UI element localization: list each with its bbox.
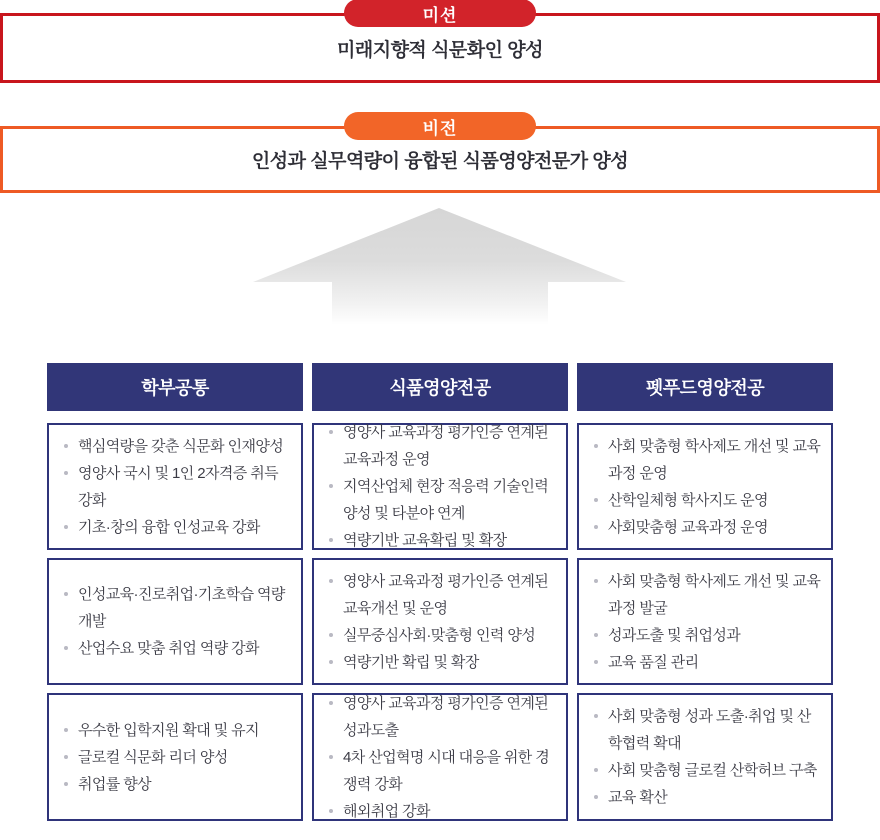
- goal-item: 산학일체형 학사지도 운영: [592, 487, 821, 514]
- column-header-food-nutrition: 식품영양전공: [312, 363, 568, 411]
- goal-item: 우수한 입학지원 확대 및 유지: [62, 717, 259, 744]
- goal-item: 사회 맞춤형 성과 도출·취업 및 산학협력 확대: [592, 703, 821, 757]
- goal-list: [49, 717, 269, 798]
- goal-item: 해외취업 강화: [327, 798, 556, 825]
- goal-box: [312, 693, 568, 821]
- goal-list: [314, 568, 566, 676]
- goal-item: 사회맞춤형 교육과정 운영: [592, 514, 821, 541]
- mission-section: [0, 5, 880, 83]
- goal-box: [312, 423, 568, 550]
- goal-item: 영양사 교육과정 평가인증 연계된 성과도출: [327, 690, 556, 744]
- goal-item: 산업수요 맞춤 취업 역량 강화: [62, 635, 291, 662]
- goal-list: [579, 568, 831, 676]
- goal-list: [579, 703, 831, 811]
- goal-list: [49, 433, 301, 541]
- goal-item: 영양사 교육과정 평가인증 연계된 교육과정 운영: [327, 419, 556, 473]
- column-food-nutrition: [312, 363, 568, 821]
- goal-box: [312, 558, 568, 685]
- goal-item: 사회 맞춤형 학사제도 개선 및 교육과정 발굴: [592, 568, 821, 622]
- goal-item: 기초·창의 융합 인성교육 강화: [62, 514, 291, 541]
- up-arrow-icon: [253, 208, 626, 325]
- goal-item: 지역산업체 현장 적응력 기술인력양성 및 타분야 연계: [327, 473, 556, 527]
- goal-list: [579, 433, 831, 541]
- goal-box: [47, 693, 303, 821]
- goal-list: [314, 690, 566, 825]
- goal-box: [577, 423, 833, 550]
- goal-item: 사회 맞춤형 학사제도 개선 및 교육과정 운영: [592, 433, 821, 487]
- goal-item: 성과도출 및 취업성과: [592, 622, 821, 649]
- vision-badge: 비전: [344, 112, 536, 140]
- mission-text: 미래지향적 식문화인 양성: [337, 39, 543, 61]
- strategy-columns: [47, 363, 833, 821]
- goal-box: [577, 693, 833, 821]
- goal-item: 인성교육·진로취업·기초학습 역량 개발: [62, 581, 291, 635]
- column-common: [47, 363, 303, 821]
- vision-section: [0, 118, 880, 193]
- goal-item: 교육 품질 관리: [592, 649, 821, 676]
- goal-item: 취업률 향상: [62, 771, 259, 798]
- goal-list: [49, 581, 301, 662]
- mission-badge: 미션: [344, 0, 536, 27]
- goal-list: [314, 419, 566, 554]
- goal-item: 역량기반 확립 및 확장: [327, 649, 556, 676]
- goal-item: 핵심역량을 갖춘 식문화 인재양성: [62, 433, 291, 460]
- goal-box: [47, 558, 303, 685]
- goal-item: 영양사 국시 및 1인 2자격증 취득 강화: [62, 460, 291, 514]
- goal-item: 사회 맞춤형 글로컬 산학허브 구축: [592, 757, 821, 784]
- goal-item: 교육 확산: [592, 784, 821, 811]
- column-header-common: 학부공통: [47, 363, 303, 411]
- goal-item: 4차 산업혁명 시대 대응을 위한 경쟁력 강화: [327, 744, 556, 798]
- goal-item: 영양사 교육과정 평가인증 연계된 교육개선 및 운영: [327, 568, 556, 622]
- goal-box: [47, 423, 303, 550]
- column-header-petfood-nutrition: 펫푸드영양전공: [577, 363, 833, 411]
- goal-item: 역량기반 교육확립 및 확장: [327, 527, 556, 554]
- goal-box: [577, 558, 833, 685]
- vision-text: 인성과 실무역량이 융합된 식품영양전문가 양성: [251, 151, 629, 172]
- column-petfood-nutrition: [577, 363, 833, 821]
- goal-item: 실무중심사회·맞춤형 인력 양성: [327, 622, 556, 649]
- goal-item: 글로컬 식문화 리더 양성: [62, 744, 259, 771]
